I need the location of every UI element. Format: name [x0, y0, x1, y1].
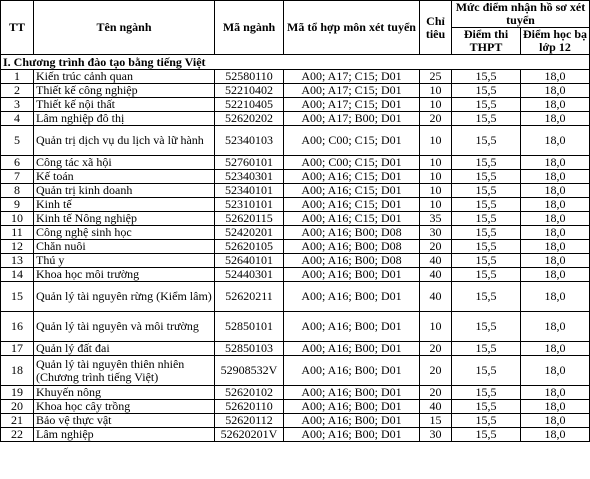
cell-ma-nganh: 52620211: [215, 282, 284, 312]
cell-diem-thpt: 15,5: [452, 70, 521, 84]
cell-diem-thpt: 15,5: [452, 356, 521, 386]
cell-chi-tieu: 40: [420, 254, 452, 268]
cell-to-hop: A00; A16; B00; D01: [284, 386, 420, 400]
cell-diem-thpt: 15,5: [452, 342, 521, 356]
cell-chi-tieu: 10: [420, 98, 452, 112]
cell-to-hop: A00; A16; C15; D01: [284, 170, 420, 184]
cell-ma-nganh: 52620201V: [215, 428, 284, 442]
cell-tt: 14: [1, 268, 34, 282]
table-row: [1, 226, 590, 240]
cell-to-hop: A00; A16; B00; D01: [284, 312, 420, 342]
cell-ten-nganh: Quản lý đất đai: [34, 342, 215, 356]
cell-ten-nganh: Khuyến nông: [34, 386, 215, 400]
cell-diem-thpt: 15,5: [452, 212, 521, 226]
table-row: [1, 126, 590, 156]
table-row: [1, 428, 590, 442]
cell-tt: 17: [1, 342, 34, 356]
cell-diem-hoc-ba: 18,0: [521, 156, 590, 170]
cell-diem-hoc-ba: 18,0: [521, 342, 590, 356]
cell-ma-nganh: 52210405: [215, 98, 284, 112]
cell-to-hop: A00; A16; B00; D08: [284, 240, 420, 254]
cell-tt: 8: [1, 184, 34, 198]
cell-diem-hoc-ba: 18,0: [521, 254, 590, 268]
cell-diem-hoc-ba: 18,0: [521, 240, 590, 254]
header-tt: TT: [1, 1, 34, 55]
cell-ten-nganh: Quản trị kinh doanh: [34, 184, 215, 198]
table-row: [1, 414, 590, 428]
cell-diem-hoc-ba: 18,0: [521, 400, 590, 414]
table-row: [1, 156, 590, 170]
cell-to-hop: A00; A17; C15; D01: [284, 98, 420, 112]
cell-tt: 5: [1, 126, 34, 156]
section-title: I. Chương trình đào tạo bằng tiếng Việt: [1, 55, 590, 70]
cell-to-hop: A00; A16; B00; D01: [284, 428, 420, 442]
cell-diem-thpt: 15,5: [452, 84, 521, 98]
cell-ten-nganh: Khoa học cây trồng: [34, 400, 215, 414]
cell-ma-nganh: 52908532V: [215, 356, 284, 386]
table-row: [1, 70, 590, 84]
cell-chi-tieu: 10: [420, 184, 452, 198]
cell-diem-thpt: 15,5: [452, 282, 521, 312]
cell-diem-thpt: 15,5: [452, 240, 521, 254]
cell-diem-hoc-ba: 18,0: [521, 312, 590, 342]
table-row: [1, 254, 590, 268]
cell-to-hop: A00; A16; B00; D01: [284, 342, 420, 356]
cell-diem-hoc-ba: 18,0: [521, 212, 590, 226]
cell-ten-nganh: Công nghệ sinh học: [34, 226, 215, 240]
cell-tt: 21: [1, 414, 34, 428]
cell-tt: 15: [1, 282, 34, 312]
section-row: [1, 55, 590, 70]
cell-to-hop: A00; A16; B00; D01: [284, 400, 420, 414]
cell-ten-nganh: Kiến trúc cảnh quan: [34, 70, 215, 84]
cell-ma-nganh: 52580110: [215, 70, 284, 84]
cell-chi-tieu: 10: [420, 84, 452, 98]
cell-chi-tieu: 20: [420, 112, 452, 126]
cell-ma-nganh: 52620202: [215, 112, 284, 126]
cell-to-hop: A00; A16; B00; D08: [284, 226, 420, 240]
cell-ten-nganh: Quản lý tài nguyên thiên nhiên (Chương trình tiếng Việt): [34, 356, 215, 386]
cell-diem-hoc-ba: 18,0: [521, 198, 590, 212]
cell-diem-thpt: 15,5: [452, 428, 521, 442]
cell-to-hop: A00; A16; B00; D08: [284, 254, 420, 268]
cell-tt: 12: [1, 240, 34, 254]
cell-diem-thpt: 15,5: [452, 170, 521, 184]
table-row: [1, 84, 590, 98]
cell-chi-tieu: 20: [420, 342, 452, 356]
header-ten-nganh: Tên ngành: [34, 1, 215, 55]
cell-diem-thpt: 15,5: [452, 198, 521, 212]
cell-ma-nganh: 52310101: [215, 198, 284, 212]
cell-ma-nganh: 52620115: [215, 212, 284, 226]
cell-ma-nganh: 52850103: [215, 342, 284, 356]
cell-chi-tieu: 20: [420, 240, 452, 254]
cell-chi-tieu: 20: [420, 386, 452, 400]
cell-diem-hoc-ba: 18,0: [521, 126, 590, 156]
cell-to-hop: A00; A16; C15; D01: [284, 212, 420, 226]
cell-to-hop: A00; A16; B00; D01: [284, 414, 420, 428]
cell-tt: 3: [1, 98, 34, 112]
table-row: [1, 268, 590, 282]
cell-tt: 4: [1, 112, 34, 126]
cell-chi-tieu: 10: [420, 312, 452, 342]
cell-ma-nganh: 52760101: [215, 156, 284, 170]
cell-diem-hoc-ba: 18,0: [521, 70, 590, 84]
cell-tt: 1: [1, 70, 34, 84]
cell-diem-hoc-ba: 18,0: [521, 98, 590, 112]
cell-to-hop: A00; C00; C15; D01: [284, 156, 420, 170]
cell-ten-nganh: Chăn nuôi: [34, 240, 215, 254]
cell-ten-nganh: Thiết kế công nghiệp: [34, 84, 215, 98]
cell-ma-nganh: 52850101: [215, 312, 284, 342]
cell-ten-nganh: Quản trị dịch vụ du lịch và lữ hành: [34, 126, 215, 156]
cell-ma-nganh: 52620110: [215, 400, 284, 414]
cell-ma-nganh: 52420201: [215, 226, 284, 240]
header-chi-tieu: Chỉ tiêu: [420, 1, 452, 55]
cell-ten-nganh: Thiết kế nội thất: [34, 98, 215, 112]
cell-to-hop: A00; A16; C15; D01: [284, 198, 420, 212]
cell-ten-nganh: Lâm nghiệp đô thị: [34, 112, 215, 126]
cell-to-hop: A00; A16; B00; D01: [284, 356, 420, 386]
cell-diem-thpt: 15,5: [452, 98, 521, 112]
cell-to-hop: A00; A16; C15; D01: [284, 184, 420, 198]
cell-diem-thpt: 15,5: [452, 112, 521, 126]
cell-chi-tieu: 10: [420, 126, 452, 156]
cell-diem-hoc-ba: 18,0: [521, 428, 590, 442]
table-row: [1, 312, 590, 342]
cell-chi-tieu: 30: [420, 226, 452, 240]
cell-diem-hoc-ba: 18,0: [521, 84, 590, 98]
cell-ma-nganh: 52640101: [215, 254, 284, 268]
header-ma-nganh: Mã ngành: [215, 1, 284, 55]
cell-diem-hoc-ba: 18,0: [521, 356, 590, 386]
cell-tt: 22: [1, 428, 34, 442]
cell-tt: 20: [1, 400, 34, 414]
cell-diem-thpt: 15,5: [452, 400, 521, 414]
cell-ten-nganh: Quản lý tài nguyên rừng (Kiểm lâm): [34, 282, 215, 312]
table-body: [1, 55, 590, 442]
cell-ten-nganh: Lâm nghiệp: [34, 428, 215, 442]
cell-chi-tieu: 10: [420, 198, 452, 212]
cell-diem-thpt: 15,5: [452, 226, 521, 240]
cell-diem-thpt: 15,5: [452, 126, 521, 156]
table-row: [1, 98, 590, 112]
cell-tt: 2: [1, 84, 34, 98]
cell-diem-hoc-ba: 18,0: [521, 170, 590, 184]
cell-chi-tieu: 35: [420, 212, 452, 226]
cell-ma-nganh: 52340101: [215, 184, 284, 198]
cell-diem-hoc-ba: 18,0: [521, 414, 590, 428]
cell-diem-hoc-ba: 18,0: [521, 282, 590, 312]
cell-chi-tieu: 10: [420, 170, 452, 184]
cell-ma-nganh: 52440301: [215, 268, 284, 282]
cell-to-hop: A00; A17; C15; D01: [284, 84, 420, 98]
table-row: [1, 400, 590, 414]
cell-to-hop: A00; C00; C15; D01: [284, 126, 420, 156]
header-to-hop: Mã tổ hợp môn xét tuyển: [284, 1, 420, 55]
cell-chi-tieu: 40: [420, 282, 452, 312]
cell-ten-nganh: Thú y: [34, 254, 215, 268]
header-diem-hoc-ba: Điểm học bạ lớp 12: [521, 28, 590, 55]
table-header: [1, 1, 590, 55]
cell-diem-hoc-ba: 18,0: [521, 184, 590, 198]
cell-ma-nganh: 52620112: [215, 414, 284, 428]
cell-diem-thpt: 15,5: [452, 184, 521, 198]
table-row: [1, 386, 590, 400]
cell-diem-thpt: 15,5: [452, 268, 521, 282]
cell-ten-nganh: Kinh tế Nông nghiệp: [34, 212, 215, 226]
cell-tt: 18: [1, 356, 34, 386]
cell-chi-tieu: 40: [420, 268, 452, 282]
cell-diem-thpt: 15,5: [452, 312, 521, 342]
cell-chi-tieu: 10: [420, 156, 452, 170]
header-diem-thpt: Điểm thi THPT: [452, 28, 521, 55]
cell-chi-tieu: 30: [420, 428, 452, 442]
cell-chi-tieu: 20: [420, 356, 452, 386]
table-row: [1, 342, 590, 356]
cell-tt: 11: [1, 226, 34, 240]
cell-to-hop: A00; A17; B00; D01: [284, 112, 420, 126]
cell-ten-nganh: Kế toán: [34, 170, 215, 184]
cell-tt: 10: [1, 212, 34, 226]
cell-ma-nganh: 52210402: [215, 84, 284, 98]
cell-to-hop: A00; A17; C15; D01: [284, 70, 420, 84]
cell-ma-nganh: 52620105: [215, 240, 284, 254]
cell-ten-nganh: Bảo vệ thực vật: [34, 414, 215, 428]
cell-ten-nganh: Quản lý tài nguyên và môi trường: [34, 312, 215, 342]
cell-diem-hoc-ba: 18,0: [521, 226, 590, 240]
cell-diem-thpt: 15,5: [452, 156, 521, 170]
table-row: [1, 170, 590, 184]
cell-tt: 13: [1, 254, 34, 268]
table-row: [1, 356, 590, 386]
table-row: [1, 240, 590, 254]
header-muc-diem: Mức điểm nhận hồ sơ xét tuyển: [452, 1, 590, 28]
cell-diem-thpt: 15,5: [452, 254, 521, 268]
cell-chi-tieu: 25: [420, 70, 452, 84]
cell-to-hop: A00; A16; B00; D01: [284, 282, 420, 312]
cell-chi-tieu: 40: [420, 400, 452, 414]
cell-diem-thpt: 15,5: [452, 414, 521, 428]
cell-ten-nganh: Công tác xã hội: [34, 156, 215, 170]
table-row: [1, 212, 590, 226]
cell-ma-nganh: 52340103: [215, 126, 284, 156]
table-row: [1, 184, 590, 198]
cell-tt: 7: [1, 170, 34, 184]
cell-ten-nganh: Kinh tế: [34, 198, 215, 212]
cell-ma-nganh: 52620102: [215, 386, 284, 400]
cell-diem-hoc-ba: 18,0: [521, 112, 590, 126]
table-row: [1, 112, 590, 126]
table-row: [1, 198, 590, 212]
cell-ma-nganh: 52340301: [215, 170, 284, 184]
cell-ten-nganh: Khoa học môi trường: [34, 268, 215, 282]
cell-diem-hoc-ba: 18,0: [521, 386, 590, 400]
cell-chi-tieu: 15: [420, 414, 452, 428]
cell-to-hop: A00; A16; B00; D01: [284, 268, 420, 282]
cell-diem-thpt: 15,5: [452, 386, 521, 400]
cell-tt: 16: [1, 312, 34, 342]
table-row: [1, 282, 590, 312]
cell-tt: 6: [1, 156, 34, 170]
cell-diem-hoc-ba: 18,0: [521, 268, 590, 282]
cell-tt: 9: [1, 198, 34, 212]
cell-tt: 19: [1, 386, 34, 400]
